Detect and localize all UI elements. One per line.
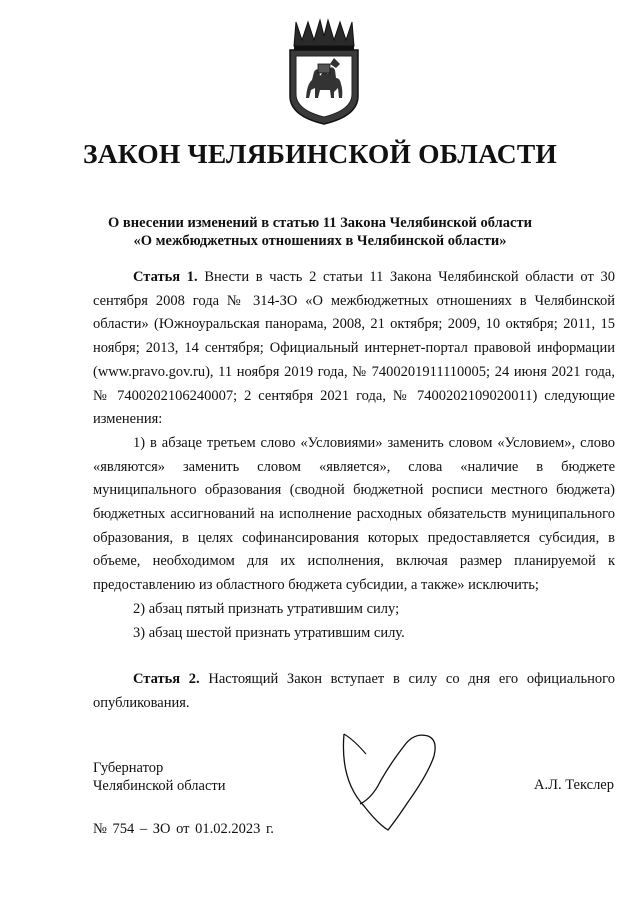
document-number: № 754 – ЗО от 01.02.2023 г. [93, 821, 274, 837]
article-1-item-2: 2) абзац пятый признать утратившим силу; [133, 600, 400, 617]
article-2-paragraph [93, 668, 615, 715]
law-subtitle [0, 214, 640, 250]
handwritten-signature [330, 720, 440, 835]
subtitle-line-2: «О межбюджетных отношениях в Челябинской области» [133, 233, 507, 249]
article-1-label: Статья 1. [133, 269, 198, 285]
signatory-position-line-1: Губернатор [93, 760, 164, 776]
article-2-text: Настоящий Закон вступает в силу со дня его официального опубликования. [93, 671, 615, 711]
article-1-item-1: 1) в абзаце третьем слово «Условиями» заменить словом «Условием», слово «являются» заменить словом «является», слова «наличие в бюджете муниципального образования (сводной бюджетной росписи местного бюджета) бюджетных ассигнований на исполнение расходных обязательств муниципального образования, в целях софинансирования которых предоставляется субсидия, в объеме, необходимом для их исполнения, включая размер планируемой к предоставлению из областного бюджета субсидии, а также» исключить; [93, 434, 615, 594]
signatory-position [93, 759, 226, 795]
signatory-position-line-2: Челябинской области [93, 778, 226, 794]
subtitle-line-1: О внесении изменений в статью 11 Закона Челябинской области [108, 215, 532, 231]
article-2-label: Статья 2. [133, 671, 200, 688]
article-1-paragraph [93, 266, 615, 432]
article-1-item-3: 3) абзац шестой признать утратившим силу. [133, 624, 405, 641]
article-1-text: Внести в часть 2 статьи 11 Закона Челябинской области от 30 сентября 2008 года № 314-ЗО «О межбюджетных отношениях в Челябинской области» (Южноуральская панорама, 2008, 21 октября; 2009, 10 октября; 2011, 15 ноября; 2013, 14 сентября; Официальный интернет-портал правовой информации (www.pravo.gov.ru), 11 ноября 2019 года, № 7400201911110005; 24 июня 2021 года, № 7400202106240007; 2 сентября 2021 года, № 7400202109020011) следующие изменения: [93, 269, 616, 428]
law-body [93, 266, 615, 716]
chelyabinsk-coat-of-arms-emblem [286, 18, 362, 126]
law-title: ЗАКОН ЧЕЛЯБИНСКОЙ ОБЛАСТИ [83, 138, 557, 169]
signatory-name: А.Л. Текслер [534, 777, 614, 793]
